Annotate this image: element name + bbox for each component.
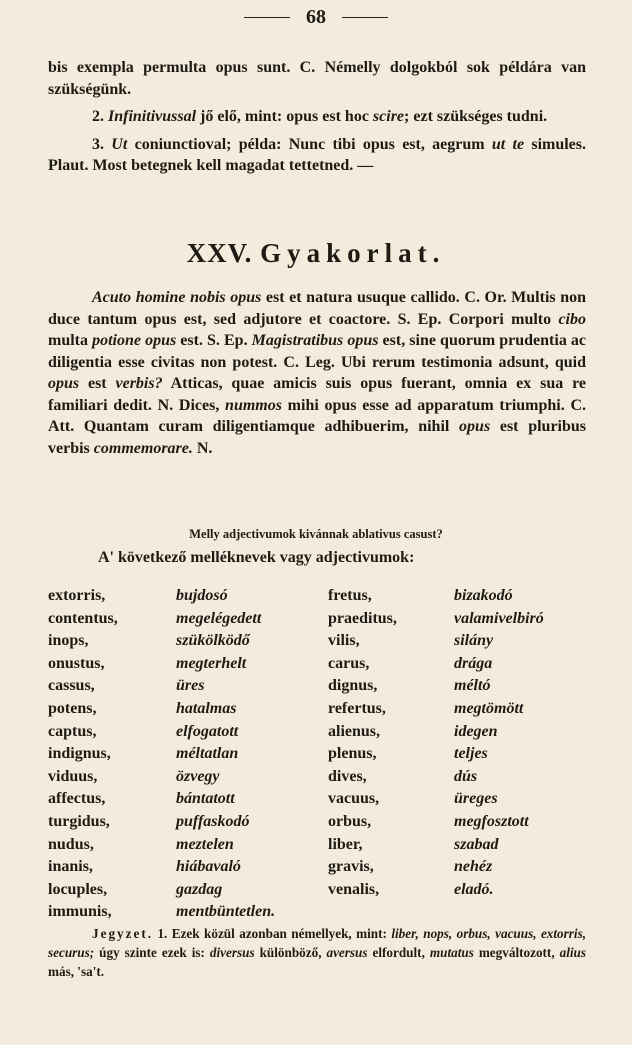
hungarian-word: bujdosó [176, 587, 228, 604]
latin-word: liber, [328, 835, 363, 853]
hungarian-word: megfosztott [454, 812, 529, 830]
question-heading: Melly adjectivumok kivánnak ablativus casust? [189, 527, 443, 541]
vocab-row [48, 766, 608, 789]
header-rule-left [244, 17, 290, 18]
latin-word: inops, [48, 632, 89, 650]
vocab-row [48, 698, 608, 721]
hungarian-word: megterhelt [176, 654, 247, 672]
latin-word: dignus, [328, 677, 378, 695]
latin-word: praeditus, [328, 609, 397, 627]
hungarian-word: szükölködő [176, 632, 250, 650]
page-number: 68 [306, 6, 326, 28]
footnote [48, 924, 586, 981]
hungarian-word: mentbüntetlen. [176, 903, 276, 921]
latin-word: extorris, [48, 587, 106, 604]
hungarian-word: üreges [454, 790, 498, 808]
hungarian-word: drága [454, 654, 493, 672]
header-rule-right [342, 17, 388, 18]
page-header [0, 6, 632, 29]
latin-word: onustus, [48, 654, 105, 672]
latin-word: nudus, [48, 835, 94, 853]
vocab-row [48, 879, 608, 902]
hungarian-word: bizakodó [454, 587, 513, 604]
section-title [0, 238, 632, 269]
latin-word: immunis, [48, 903, 112, 921]
vocab-intro: A' következő melléknevek vagy adjectivumok: [98, 549, 415, 566]
hungarian-word: puffaskodó [176, 812, 250, 830]
latin-word: cassus, [48, 677, 95, 695]
latin-word: captus, [48, 722, 97, 740]
latin-word: refertus, [328, 699, 386, 717]
hungarian-word: bántatott [176, 790, 235, 808]
hungarian-word: megelégedett [176, 609, 262, 627]
latin-word: plenus, [328, 745, 377, 763]
hungarian-word: özvegy [176, 767, 220, 785]
latin-word: alienus, [328, 722, 381, 740]
latin-word: fretus, [328, 587, 372, 604]
intro-paragraph-2: 2. Infinitivussal jő elő, mint: opus est hoc scire; ezt szükséges tudni. [92, 108, 548, 125]
hungarian-word: hiábavaló [176, 858, 241, 876]
latin-word: locuples, [48, 880, 108, 898]
section-word: Gyakorlat. [260, 238, 446, 268]
vocab-row [48, 608, 608, 631]
hungarian-word: idegen [454, 722, 498, 740]
latin-word: venalis, [328, 880, 380, 898]
vocab-row [48, 811, 608, 834]
vocab-row [48, 585, 608, 608]
latin-word: affectus, [48, 790, 106, 808]
vocab-row [48, 675, 608, 698]
latin-word: carus, [328, 654, 370, 672]
vocab-row [48, 743, 608, 766]
latin-word: orbus, [328, 812, 372, 830]
hungarian-word: gazdag [176, 880, 223, 898]
hungarian-word: üres [176, 677, 205, 695]
latin-word: indignus, [48, 745, 111, 763]
vocab-row [48, 653, 608, 676]
intro-text [48, 57, 586, 177]
latin-word: vacuus, [328, 790, 380, 808]
hungarian-word: szabad [454, 835, 499, 853]
hungarian-word: elfogatott [176, 722, 239, 740]
vocab-row [48, 834, 608, 857]
intro-paragraph-3: 3. Ut coniunctioval; példa: Nunc tibi opus est, aegrum ut te simules. Plaut. Most betegnek kell magadat tettetned. — [48, 135, 587, 174]
hungarian-word: nehéz [454, 858, 493, 876]
vocabulary-table [48, 585, 608, 924]
latin-word: gravis, [328, 858, 374, 876]
hungarian-word: megtömött [454, 699, 524, 717]
footnote-paragraph: Jegyzet. 1. Ezek közül azonban némellyek, mint: liber, nops, orbus, vacuus, extorris, securus; úgy szinte ezek is: diversus különböző, aversus elfordult, mutatus megváltozott, alius más, 'sa't. [48, 926, 587, 979]
hungarian-word: eladó. [454, 880, 494, 898]
vocab-row [48, 788, 608, 811]
exercise-text [48, 287, 586, 459]
hungarian-word: méltatlan [176, 745, 239, 763]
hungarian-word: dús [454, 767, 478, 785]
vocab-row [48, 856, 608, 879]
latin-word: viduus, [48, 767, 98, 785]
intro-paragraph-1: bis exempla permulta opus sunt. C. Némelly dolgokból sok példára van szükségünk. [48, 59, 586, 98]
hungarian-word: silány [454, 632, 494, 650]
hungarian-word: meztelen [176, 835, 234, 853]
section-roman: XXV. [186, 238, 253, 268]
latin-word: vilis, [328, 632, 360, 650]
latin-word: inanis, [48, 858, 93, 876]
latin-word: contentus, [48, 609, 118, 627]
latin-word: potens, [48, 699, 97, 717]
vocab-row [48, 901, 608, 924]
latin-word: turgidus, [48, 812, 110, 830]
latin-word: dives, [328, 767, 367, 785]
vocab-row [48, 721, 608, 744]
hungarian-word: hatalmas [176, 699, 237, 717]
hungarian-word: teljes [454, 745, 488, 763]
exercise-paragraph: Acuto homine nobis opus est et natura usuque callido. C. Or. Multis non duce tantum opus est, sed adjutore et coactore. S. Ep. Corpori multo cibo multa potione opus est. S. Ep. Magistratibus opus est, sine quorum prudentia ac diligentia esse civitas non potest. C. Leg. Ubi rerum testimonia adsunt, quid opus est verbis? Atticas, quae amicis suis opus fuerant, omnia ex sua re familiari dedit. N. Dices, nummos mihi opus esse ad apparatum triumphi. C. Att. Quantam curam diligentiamque adhibuerim, nihil opus est pluribus verbis commemorare. N. [48, 289, 587, 457]
hungarian-word: méltó [454, 677, 491, 695]
vocab-row [48, 630, 608, 653]
hungarian-word: valamivelbiró [454, 609, 544, 627]
